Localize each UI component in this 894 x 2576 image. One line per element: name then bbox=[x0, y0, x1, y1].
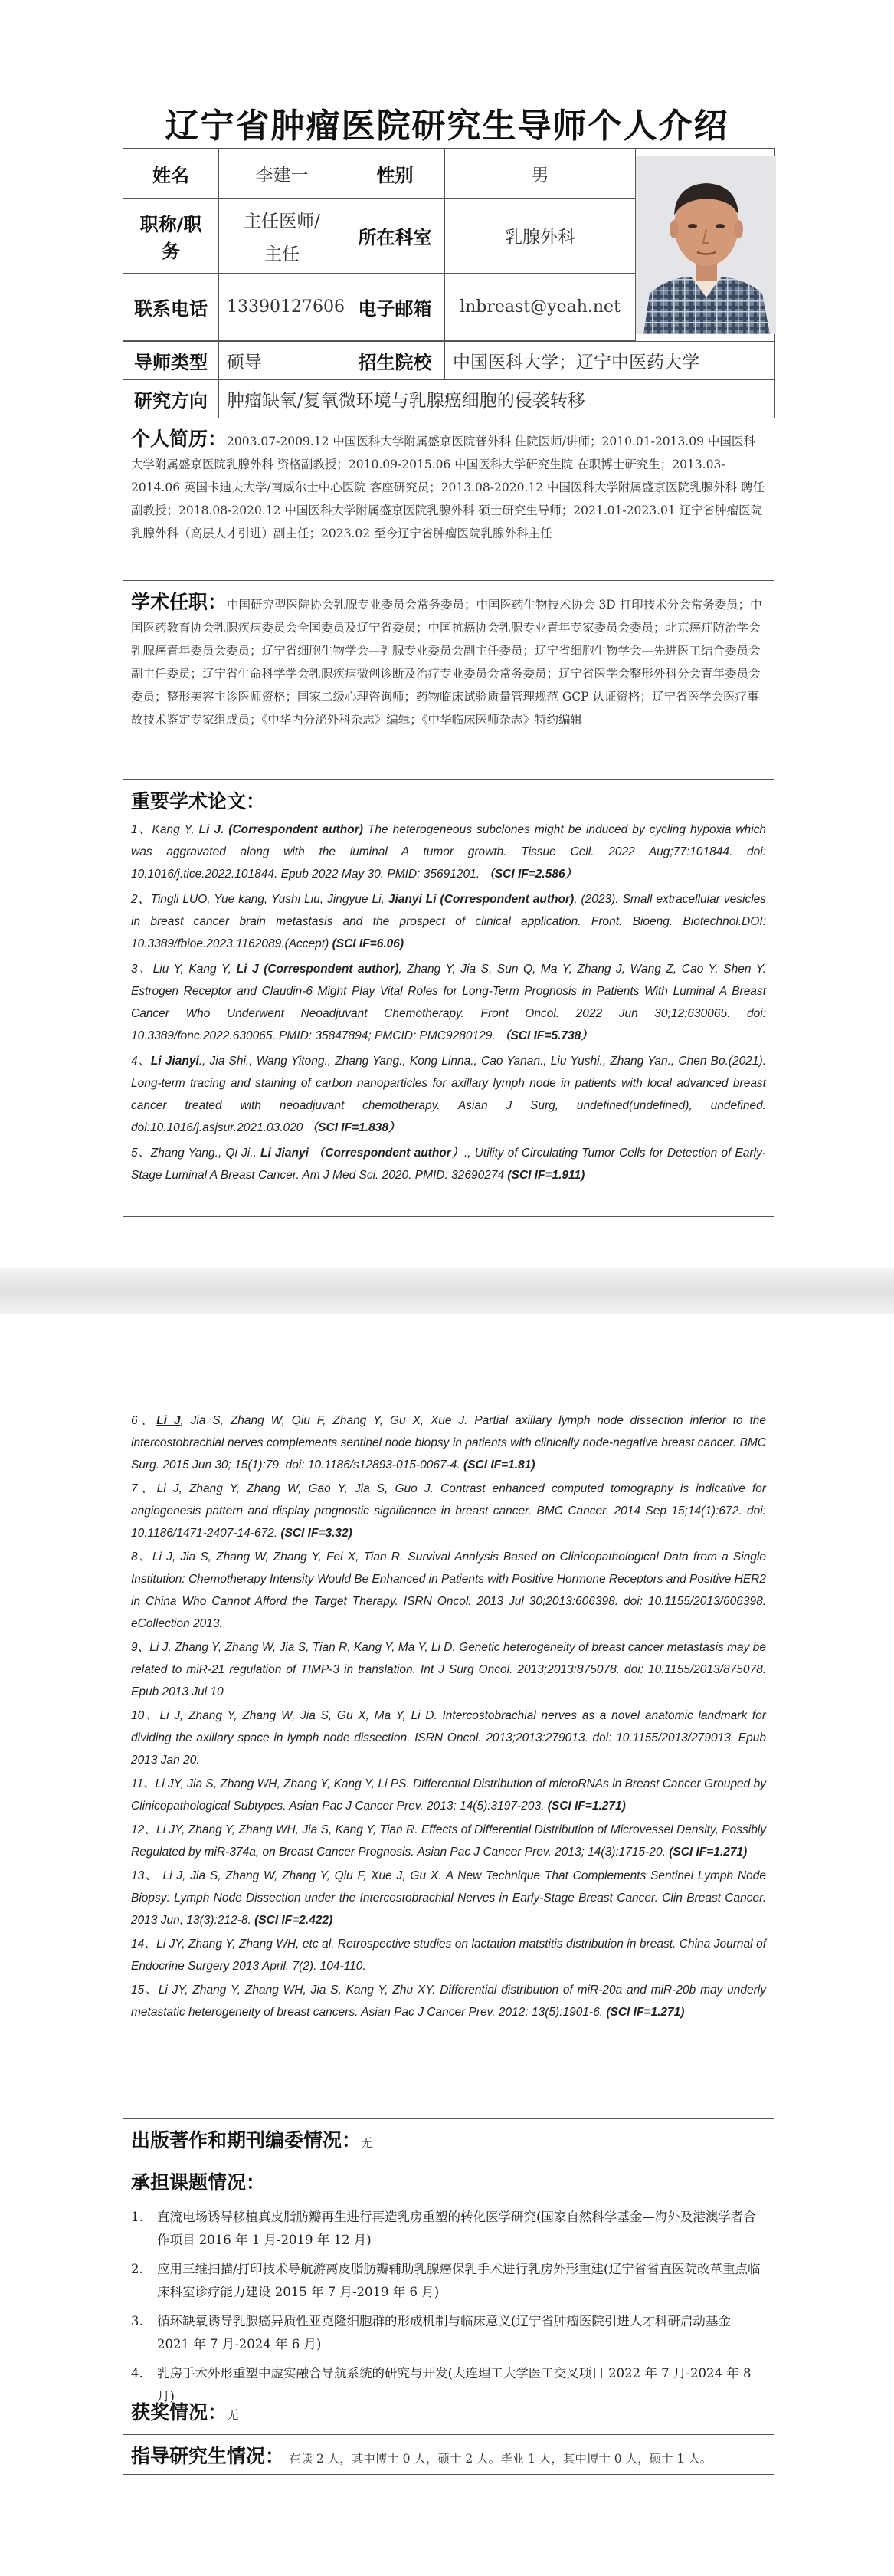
paper-citation: , Jia S, Zhang W, Qiu F, Zhang Y, Gu X, Xue J. Partial axillary lymph node dissection inferior to the intercostobrachial nerves complements sentinel node biopsy in patients with clinically node-negative breast cancer. BMC Surg. 2015 Jun 30; 15(1):79. doi: 10.1186/s12893-015-0067-4. bbox=[131, 1414, 766, 1472]
awards-section bbox=[123, 2391, 774, 2435]
paper-impact-factor: (SCI IF=1.911) bbox=[507, 1169, 585, 1182]
students-section bbox=[123, 2435, 774, 2475]
paper-prefix: 7、 bbox=[131, 1482, 157, 1495]
papers-list-1 bbox=[131, 819, 766, 1186]
paper-prefix: 8、 bbox=[131, 1551, 152, 1564]
project-text: 直流电场诱导移植真皮脂肪瓣再生进行再造乳房重塑的转化医学研究(国家自然科学基金—海外及港澳学者合作项目 2016 年 1 月-2019 年 12 月) bbox=[157, 2210, 756, 2247]
paper-prefix: 2、Tingli LUO, Yue kang, Yushi Liu, Jingyue Li, bbox=[131, 893, 388, 906]
dept-label: 所在科室 bbox=[345, 199, 445, 274]
academic-section bbox=[123, 581, 774, 780]
paper-citation: ., Jia Shi., Wang Yitong., Zhang Yang., Kong Linna., Cao Yanan., Liu Yushi., Zhang Yan., Chen Bo.(2021). Long-term tracing and staining of carbon nanoparticles for axillary lymph node in patients with local advanced breast cancer treated with neoadjuvant chemotherapy. Asian J Surg, undefined(undefined), undefined. doi:10.1016/j.asjsur.2021.03.020 bbox=[131, 1055, 766, 1134]
paper-item bbox=[131, 819, 766, 885]
paper-item bbox=[131, 1636, 766, 1703]
paper-item bbox=[131, 1546, 766, 1635]
paper-item bbox=[131, 1050, 766, 1139]
paper-citation: Li J, Zhang Y, Zhang W, Gao Y, Jia S, Guo J. Contrast enhanced computed tomography is indicative for angiogenesis pattern and display prognostic significance in breast cancer. BMC Cancer. 2014 Sep 15;14(1):672. doi: 10.1186/1471-2407-14-672. bbox=[131, 1482, 766, 1540]
paper-item bbox=[131, 958, 766, 1047]
publications-section bbox=[123, 2119, 774, 2161]
paper-impact-factor: （SCI IF=5.738） bbox=[498, 1029, 593, 1042]
paper-citation: , (2023). Small extracellular vesicles in breast cancer brain metastasis and the prospect of clinical application. Front. Bioeng. Biotechnol.DOI: 10.3389/fbioe.2023.1162089.(Accept) bbox=[131, 893, 767, 950]
paper-item bbox=[131, 1478, 766, 1544]
paper-author-highlight: Li Jianyi bbox=[150, 1055, 199, 1068]
paper-impact-factor: （SCI IF=2.586） bbox=[483, 868, 578, 881]
students-value: 在读 2 人，其中博士 0 人，硕士 2 人。毕业 1 人，其中博士 0 人，硕士 1 人。 bbox=[289, 2452, 712, 2466]
paper-prefix: 15、 bbox=[131, 1984, 159, 1997]
project-text: 应用三维扫描/打印技术导航游离皮脂肪瓣辅助乳腺癌保乳手术进行乳房外形重建(辽宁省省直医院改革重点临床科室诊疗能力建设 2015 年 7 月-2019 年 6 月) bbox=[157, 2262, 761, 2299]
project-item bbox=[131, 2206, 766, 2252]
paper-author-highlight: Li Jianyi （Correspondent author） bbox=[260, 1147, 464, 1160]
paper-prefix: 3、Liu Y, Kang Y, bbox=[131, 963, 237, 976]
paper-item bbox=[131, 1773, 766, 1817]
paper-prefix: 13、 bbox=[131, 1869, 159, 1882]
publications-value: 无 bbox=[361, 2136, 373, 2150]
paper-prefix: 10、 bbox=[131, 1709, 160, 1722]
paper-item bbox=[131, 1142, 766, 1186]
title-line-2: 主任 bbox=[264, 244, 300, 264]
direction-label: 研究方向 bbox=[123, 380, 219, 418]
paper-author-highlight: Jianyi Li (Correspondent author) bbox=[388, 893, 575, 906]
publications-label: 出版著作和期刊编委情况： bbox=[131, 2129, 362, 2151]
page-2 bbox=[0, 1314, 894, 2576]
paper-citation: Li JY, Zhang Y, Zhang WH, etc al. Retrospective studies on lactation matstitis distribution in breast. China Journal of Endocrine Surgery 2013 April. 7(2). 104-110. bbox=[131, 1938, 766, 1973]
project-number: 1. bbox=[131, 2210, 143, 2224]
projects-list bbox=[131, 2206, 766, 2408]
gender-value: 男 bbox=[445, 149, 636, 199]
title-label: 职称/职务 bbox=[123, 199, 219, 274]
paper-prefix: 4、 bbox=[131, 1055, 151, 1068]
paper-prefix: 6、 bbox=[131, 1414, 157, 1427]
paper-prefix: 5、Zhang Yang., Qi Ji., bbox=[131, 1147, 261, 1160]
resume-text: 2003.07-2009.12 中国医科大学附属盛京医院普外科 住院医师/讲师；2010.01-2013.09 中国医科大学附属盛京医院乳腺外科 资格副教授；2010.09-2015.06 中国医科大学研究生院 在职博士研究生；2013.03-2014.06 英国卡迪夫大学/南威尔士中心医院 客座研究员；2013.08-2020.12 中国医科大学附属盛京医院乳腺外科 聘任副教授；2018.08-2020.12 中国医科大学附属盛京医院乳腺外科 硕士研究生导师；2021.01-2023.01 辽宁省肿瘤医院乳腺外科（高层人才引进）副主任；2023.02 至今辽宁省肿瘤医院乳腺外科主任 bbox=[131, 435, 765, 540]
gender-label: 性别 bbox=[345, 149, 445, 199]
academic-label: 学术任职： bbox=[131, 591, 228, 613]
paper-item bbox=[131, 1819, 766, 1863]
paper-impact-factor: (SCI IF=3.32) bbox=[280, 1527, 352, 1540]
paper-author-highlight: Li J (Correspondent author) bbox=[236, 963, 399, 976]
paper-item bbox=[131, 888, 766, 955]
profile-photo bbox=[636, 156, 776, 334]
paper-citation: Li JY, Zhang Y, Zhang WH, Jia S, Kang Y, Tian R. Effects of Differential Distribution of Microvessel Density, Possibly Regulated by miR-374a, on Breast Cancer Prognosis. Asian Pac J Cancer Prev. 2013; 14(3):1715-20. bbox=[131, 1823, 767, 1859]
students-label: 指导研究生情况： bbox=[131, 2445, 285, 2467]
project-number: 2. bbox=[131, 2262, 143, 2276]
paper-citation: Li J, Zhang Y, Zhang W, Jia S, Tian R, Kang Y, Ma Y, Li D. Genetic heterogeneity of breast cancer metastasis may be related to miR-21 regulation of TIMP-3 in translation. Int J Surg Oncol. 2013;2013:875078. doi: 10.1155/2013/875078. Epub 2013 Jul 10 bbox=[131, 1641, 766, 1698]
paper-impact-factor: (SCI IF=1.271) bbox=[547, 1800, 626, 1813]
page-title: 辽宁省肿瘤医院研究生导师个人介绍 bbox=[165, 107, 729, 146]
name-value: 李建一 bbox=[219, 149, 345, 199]
paper-impact-factor: (SCI IF=1.271) bbox=[606, 2006, 685, 2019]
paper-prefix: 11、 bbox=[131, 1777, 156, 1790]
portrait-image bbox=[636, 156, 776, 334]
name-label: 姓名 bbox=[123, 149, 219, 199]
paper-citation: Li J, Zhang Y, Zhang W, Jia S, Gu X, Ma Y, Li D. Intercostobrachial nerves as a novel anatomic landmark for dividing the axillary space in lymph node dissection. ISRN Oncol. 2013;2013:279013. doi: 10.1155/2013/279013. Epub 2013 Jan 20. bbox=[131, 1709, 766, 1767]
paper-author-highlight: Li J. (Correspondent author) bbox=[198, 823, 363, 836]
paper-item bbox=[131, 1705, 766, 1771]
tutor-type-value: 硕导 bbox=[219, 342, 345, 380]
page-1 bbox=[0, 0, 894, 1268]
paper-citation: ., Utility of Circulating Tumor Cells for Detection of Early-Stage Luminal A Breast Cancer. Am J Med Sci. 2020. PMID: 32690274 bbox=[131, 1147, 766, 1182]
papers-section-1 bbox=[123, 780, 774, 1217]
title-value bbox=[219, 199, 345, 274]
resume-section bbox=[123, 418, 774, 581]
project-text: 循环缺氧诱导乳腺癌异质性亚克隆细胞群的形成机制与临床意义(辽宁省肿瘤医院引进人才科研启动基金 2021 年 7 月-2024 年 6 月) bbox=[157, 2314, 731, 2351]
paper-citation: Li JY, Jia S, Zhang WH, Zhang Y, Kang Y, Li PS. Differential Distribution of microRNAs in Breast Cancer Grouped by Clinicopathological Subtypes. Asian Pac J Cancer Prev. 2013; 14(5):3197-203. bbox=[131, 1777, 766, 1813]
paper-impact-factor: (SCI IF=2.422) bbox=[254, 1914, 333, 1927]
paper-item bbox=[131, 1979, 766, 2023]
photo-cell bbox=[636, 149, 775, 342]
academic-text: 中国研究型医院协会乳腺专业委员会常务委员；中国医药生物技术协会 3D 打印技术分会常务委员；中国医药教育协会乳腺疾病委员会全国委员及辽宁省委员；中国抗癌协会乳腺专业青年专家委员会委员；北京癌症防治学会乳腺癌青年委员会委员；辽宁省细胞生物学会—乳腺专业委员会副主任委员；辽宁省细胞生物学会—先进医工结合委员会副主任委员；辽宁省生命科学学会乳腺疾病微创诊断及治疗专业委员会常务委员；辽宁省医学会整形外科分会青年委员会委员；整形美容主诊医师资格；国家二级心理咨询师；药物临床试验质量管理规范 GCP 认证资格；辽宁省医学会医疗事故技术鉴定专家组成员；《中华内分泌外科杂志》编辑；《中华临床医师杂志》特约编辑 bbox=[131, 598, 762, 727]
project-text: 乳房手术外形重塑中虚实融合导航系统的研究与开发(大连理工大学医工交叉项目 2022 年 7 月-2024 年 8 月) bbox=[157, 2366, 752, 2404]
phone-value: 13390127606 bbox=[219, 274, 345, 341]
paper-prefix: 9、 bbox=[131, 1641, 150, 1654]
paper-impact-factor: (SCI IF=1.81) bbox=[463, 1459, 535, 1472]
resume-label: 个人简历： bbox=[131, 428, 228, 450]
paper-citation: Li J, Jia S, Zhang W, Zhang Y, Fei X, Tian R. Survival Analysis Based on Clinicopathological Data from a Single Institution: Chemotherapy Intensity Would Be Enhanced in Patients with Positive Hormone Receptors and Positive HER2 in China Who Cannot Afford the Target Therapy. ISRN Oncol. 2013 Jul 30;2013:606398. doi: 10.1155/2013/606398. eCollection 2013. bbox=[131, 1551, 766, 1630]
project-number: 3. bbox=[131, 2314, 143, 2328]
paper-item bbox=[131, 1933, 766, 1977]
paper-impact-factor: （SCI IF=1.838） bbox=[306, 1121, 401, 1134]
projects-label: 承担课题情况： bbox=[131, 2171, 266, 2194]
paper-prefix: 12、 bbox=[131, 1823, 156, 1836]
project-item bbox=[131, 2310, 766, 2356]
dept-value: 乳腺外科 bbox=[445, 199, 636, 274]
direction-value: 肿瘤缺氧/复氧微环境与乳腺癌细胞的侵袭转移 bbox=[219, 380, 775, 418]
tutor-type-label: 导师类型 bbox=[123, 342, 219, 380]
awards-value: 无 bbox=[227, 2408, 239, 2422]
paper-item bbox=[131, 1865, 766, 1931]
papers-label: 重要学术论文： bbox=[131, 790, 266, 812]
phone-label: 联系电话 bbox=[123, 274, 219, 341]
paper-citation: , Zhang Y, Jia S, Sun Q, Ma Y, Zhang J, Wang Z, Cao Y, Shen Y. Estrogen Receptor and Claudin-6 Might Play Vital Roles for Long-Term Prognosis in Patients With Luminal A Breast Cancer Who Underwent Neoadjuvant Chemotherapy. Front Oncol. 2022 Jun 30;12:630065. doi: 10.3389/fonc.2022.630065. PMID: 35847894; PMCID: PMC9280129. bbox=[131, 963, 766, 1042]
email-label: 电子邮箱 bbox=[345, 274, 445, 341]
paper-citation: The heterogeneous subclones might be induced by cycling hypoxia which was aggravated along with the luminal A tumor growth. Tissue Cell. 2022 Aug;77:101844. doi: 10.1016/j.tice.2022.101844. Epub 2022 May 30. PMID: 35691201. bbox=[131, 823, 767, 881]
paper-impact-factor: (SCI IF=1.271) bbox=[669, 1846, 748, 1859]
papers-section-2 bbox=[123, 1403, 774, 2119]
paper-citation: Li J, Jia S, Zhang W, Zhang Y, Qiu F, Xue J, Gu X. A New Technique That Complements Sentinel Lymph Node Biopsy: Lymph Node Dissection under the Intercostobrachial Nerves in Early-Stage Breast Cancer. Clin Breast Cancer. 2013 Jun; 13(3):212-8. bbox=[131, 1869, 766, 1927]
papers-list-2 bbox=[131, 1409, 766, 2023]
awards-label: 获奖情况： bbox=[131, 2401, 228, 2423]
page-separator bbox=[0, 1268, 894, 1314]
project-item bbox=[131, 2258, 766, 2304]
school-value: 中国医科大学；辽宁中医药大学 bbox=[445, 342, 775, 380]
project-number: 4. bbox=[131, 2366, 143, 2381]
title-line-1: 主任医师/ bbox=[244, 211, 320, 231]
email-value: lnbreast@yeah.net bbox=[445, 274, 636, 341]
paper-author-highlight: Li J bbox=[156, 1414, 181, 1427]
paper-prefix: 1、Kang Y, bbox=[131, 823, 199, 836]
paper-impact-factor: (SCI IF=6.06) bbox=[332, 937, 404, 950]
paper-item bbox=[131, 1409, 766, 1476]
paper-citation: Li JY, Zhang Y, Zhang WH, Jia S, Kang Y, Zhu XY. Differential distribution of miR-20a and miR-20b may underly metastatic heterogeneity of breast cancers. Asian Pac J Cancer Prev. 2012; 13(5):1901-6. bbox=[131, 1984, 766, 2019]
projects-section bbox=[123, 2161, 774, 2404]
school-label: 招生院校 bbox=[345, 342, 445, 380]
paper-prefix: 14、 bbox=[131, 1938, 157, 1951]
info-table bbox=[123, 148, 775, 418]
